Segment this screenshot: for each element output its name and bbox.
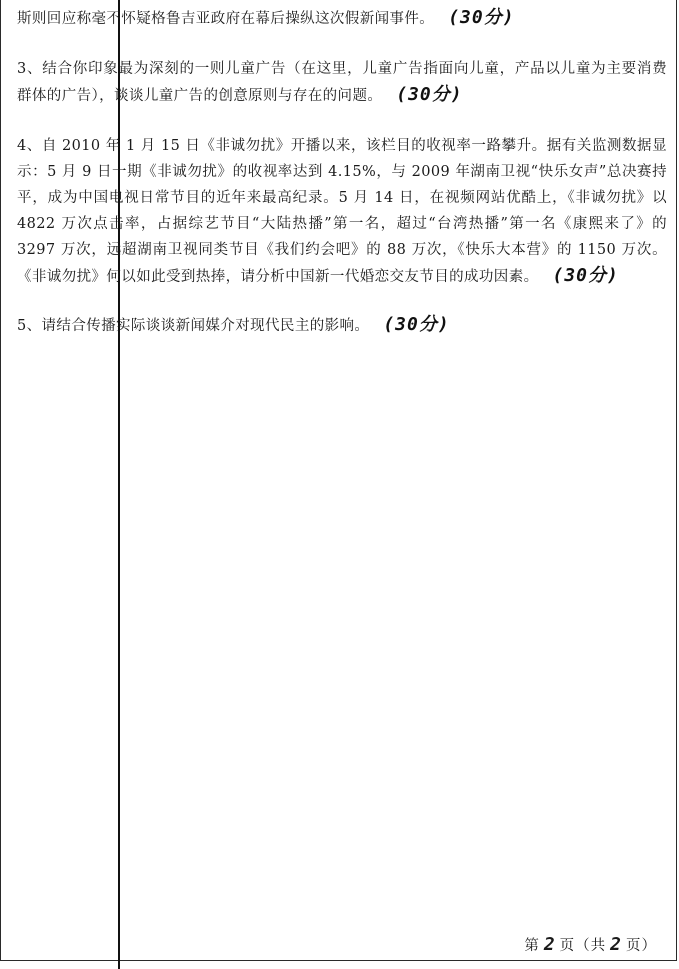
question-2-text: 斯则回应称毫不怀疑格鲁吉亚政府在幕后操纵这次假新闻事件。 [17,11,435,27]
footer-prefix: 第 [524,938,540,954]
question-4 [17,133,667,290]
question-3-score: (30分) [396,84,463,105]
question-3 [17,56,667,109]
question-5-score: (30分) [383,314,450,335]
question-3-text: 3、结合你印象最为深刻的一则儿童广告（在这里，儿童广告指面向儿童，产品以儿童为主要消费群体的广告），谈谈儿童广告的创意原则与存在的问题。 [17,61,667,104]
question-4-score: (30分) [552,265,619,286]
question-4-text: 4、自 2010 年 1 月 15 日《非诚勿扰》开播以来，该栏目的收视率一路攀升。据有关监测数据显示：5 月 9 日一期《非诚勿扰》的收视率达到 4.15%，与 2009 年湖南卫视“快乐女声”总决赛持平，成为中国电视日常节目的近年来最高纪录。5 月 14 日，在视频网站优酷上，《非诚勿扰》以 4822 万次点击率，占据综艺节目“大陆热播”第一名，超过“台湾热播”第一名《康熙来了》的 3297 万次，远超湖南卫视同类节目《我们约会吧》的 88 万次，《快乐大本营》的 1150 万次。《非诚勿扰》何以如此受到热捧，请分析中国新一代婚恋交友节目的成功因素。 [17,138,667,285]
exam-content [17,0,667,339]
page-number-footer [524,934,657,955]
footer-total-pages: 2 [610,934,622,955]
footer-page-number: 2 [543,934,556,955]
question-5 [17,312,667,339]
footer-suffix: 页） [626,938,657,954]
question-2-score: (30分) [448,7,515,28]
question-5-text: 5、请结合传播实际谈谈新闻媒介对现代民主的影响。 [17,318,370,334]
question-2-continuation [17,0,667,32]
footer-middle: 页（共 [559,938,607,954]
